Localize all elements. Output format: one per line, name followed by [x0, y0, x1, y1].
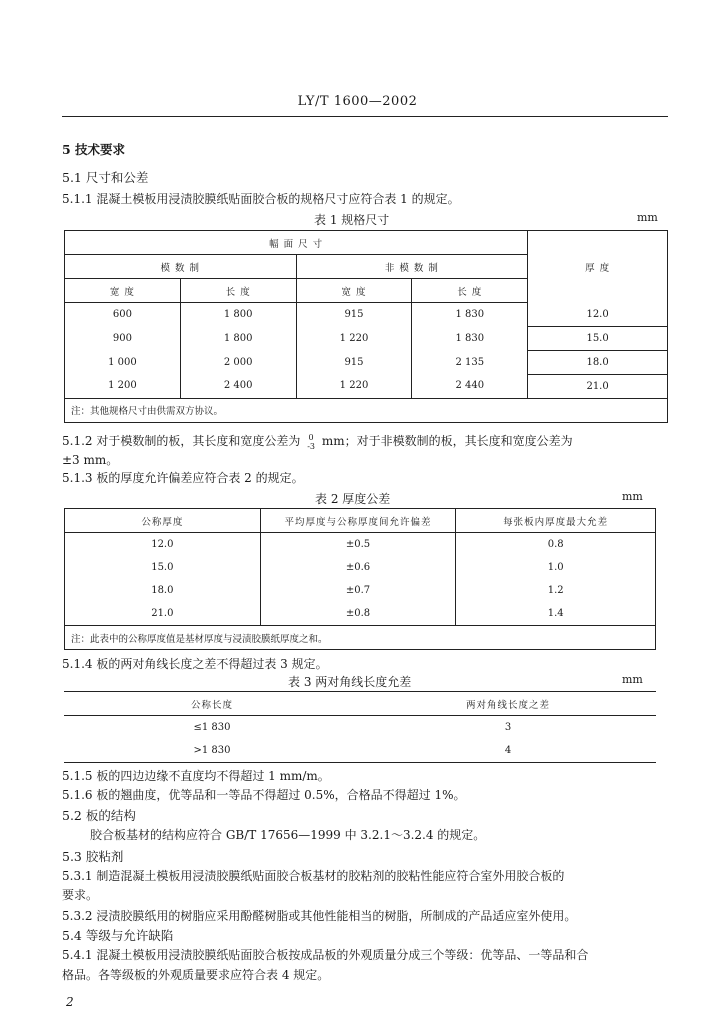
- table1-col-width-1: 宽 度: [65, 279, 181, 303]
- table-cell: 1 000: [65, 350, 181, 374]
- clause-5-1-6: 5.1.6 板的翘曲度，优等品和一等品不得超过 0.5%，合格品不得超过 1%。: [62, 788, 466, 802]
- tolerance-upper: 0: [308, 432, 314, 442]
- clause-5-1-2-line2: ±3 mm。: [62, 453, 119, 467]
- table-cell: ±0.8: [260, 602, 456, 626]
- section-5-heading: 5 技术要求: [62, 142, 126, 157]
- table-row: [65, 556, 656, 579]
- section-5-4-heading: 5.4 等级与允许缺陷: [62, 928, 174, 943]
- table-cell: 1 220: [296, 326, 412, 350]
- table-cell: 4: [360, 739, 656, 763]
- clause-5-4-1-line2: 格品。各等级板的外观质量要求应符合表 4 规定。: [62, 968, 330, 982]
- table-cell: 2 135: [412, 350, 528, 374]
- table2-thickness-tolerance: [64, 508, 656, 650]
- table-cell: 1 800: [180, 326, 296, 350]
- table-cell: 900: [65, 326, 181, 350]
- table-cell: 3: [504, 722, 512, 733]
- table1-unit: mm: [637, 211, 658, 224]
- table1-nonmodular-header: 非 模 数 制: [296, 255, 528, 279]
- table-cell: 18.0: [65, 579, 261, 602]
- table-row: [65, 533, 656, 557]
- table-cell: 12.0: [528, 303, 668, 327]
- clause-5-1-3: 5.1.3 板的厚度允许偏差应符合表 2 的规定。: [62, 471, 304, 485]
- table-row: [65, 350, 668, 374]
- tolerance-lower: -3: [307, 441, 315, 451]
- table-row: [64, 716, 656, 740]
- table3-unit: mm: [622, 673, 643, 686]
- table-cell: 2 400: [180, 374, 296, 398]
- standard-code-header: LY/T 1600—2002: [297, 94, 418, 109]
- table-cell: 2 440: [412, 374, 528, 398]
- table-cell: 21.0: [528, 374, 668, 398]
- table-cell: 915: [296, 303, 412, 327]
- table-row: [65, 374, 668, 398]
- clause-5-2-text: 胶合板基材的结构应符合 GB/T 17656—1999 中 3.2.1～3.2.4 的规定。: [90, 828, 486, 842]
- table3-header-length: 公称长度: [64, 692, 360, 716]
- section-5-1-heading: 5.1 尺寸和公差: [62, 170, 149, 185]
- clause-5-4-1-line1: 5.4.1 混凝土模板用浸渍胶膜纸贴面胶合板按成品板的外观质量分成三个等级：优等品、一等品和合: [62, 948, 589, 962]
- clause-5-1-2-rest: mm；对于非模数制的板，其长度和宽度公差为: [321, 434, 573, 448]
- clause-5-3-1-line2: 要求。: [62, 888, 99, 902]
- table1-caption: 表 1 规格尺寸: [314, 213, 390, 227]
- table-cell: 2 000: [180, 350, 296, 374]
- clause-5-1-5: 5.1.5 板的四边边缘不直度均不得超过 1 mm/m。: [62, 769, 330, 783]
- table-cell: ±0.5: [260, 533, 456, 557]
- table1-group-header: 幅 面 尺 寸: [65, 231, 528, 255]
- header-rule: [62, 116, 668, 117]
- table-cell: 15.0: [528, 326, 668, 350]
- table-row: [65, 303, 668, 327]
- tolerance-fraction: [307, 433, 315, 451]
- section-5-2-heading: 5.2 板的结构: [62, 808, 136, 823]
- table-cell: 600: [65, 303, 181, 327]
- table-row: [65, 602, 656, 626]
- table1-col-length-2: 长 度: [412, 279, 528, 303]
- table1-note: 注：其他规格尺寸由供需双方协议。: [65, 398, 668, 422]
- table1-modular-header: 模 数 制: [65, 255, 297, 279]
- table-cell: 1 830: [412, 326, 528, 350]
- table1-thickness-header: 厚 度: [528, 231, 668, 303]
- table3-header-diff: 两对角线长度之差: [360, 692, 656, 716]
- table-cell: 1 800: [180, 303, 296, 327]
- table2-caption: 表 2 厚度公差: [315, 492, 391, 506]
- table-cell: 12.0: [65, 533, 261, 557]
- page-number: 2: [66, 995, 74, 1009]
- clause-5-3-1-line1: 5.3.1 制造混凝土模板用浸渍胶膜纸贴面胶合板基材的胶粘剂的胶粘性能应符合室外用胶合板的: [62, 869, 565, 883]
- table1-size-spec: [64, 230, 668, 423]
- table-row: [65, 326, 668, 350]
- table2-unit: mm: [622, 490, 643, 503]
- table-cell: 18.0: [528, 350, 668, 374]
- table3-diagonal-tolerance: [64, 691, 656, 763]
- table-cell: 0.8: [456, 533, 656, 557]
- table-cell: 21.0: [65, 602, 261, 626]
- table-cell: ±0.6: [260, 556, 456, 579]
- table2-header-average: 平均厚度与公称厚度间允许偏差: [260, 509, 456, 533]
- section-5-3-heading: 5.3 胶粘剂: [62, 849, 124, 864]
- table2-header-max: 每张板内厚度最大允差: [456, 509, 656, 533]
- clause-5-1-2-line1: [62, 432, 573, 451]
- table1-col-length-1: 长 度: [180, 279, 296, 303]
- table-cell: 1 220: [296, 374, 412, 398]
- table-cell: ≤1 830: [193, 722, 231, 733]
- table-cell: 1.4: [456, 602, 656, 626]
- table-cell: 1.2: [456, 579, 656, 602]
- table1-col-width-2: 宽 度: [296, 279, 412, 303]
- table-row: [65, 579, 656, 602]
- table-cell: ±0.7: [260, 579, 456, 602]
- table2-note: 注：此表中的公称厚度值是基材厚度与浸渍胶膜纸厚度之和。: [65, 626, 656, 650]
- table-cell: >1 830: [64, 739, 360, 763]
- table2-header-nominal: 公称厚度: [65, 509, 261, 533]
- table-row: [64, 739, 656, 763]
- clause-5-1-1: 5.1.1 混凝土模板用浸渍胶膜纸贴面胶合板的规格尺寸应符合表 1 的规定。: [62, 192, 460, 206]
- table-cell: 1 830: [412, 303, 528, 327]
- table3-caption: 表 3 两对角线长度允差: [288, 675, 412, 689]
- clause-5-1-4: 5.1.4 板的两对角线长度之差不得超过表 3 规定。: [62, 657, 328, 671]
- table-cell: 915: [296, 350, 412, 374]
- table-cell: 1.0: [456, 556, 656, 579]
- table-cell: 1 200: [65, 374, 181, 398]
- table-cell: 15.0: [65, 556, 261, 579]
- clause-5-1-2-text: 5.1.2 对于模数制的板，其长度和宽度公差为: [62, 434, 301, 448]
- clause-5-3-2: 5.3.2 浸渍胶膜纸用的树脂应采用酚醛树脂或其他性能相当的树脂，所制成的产品适应室外使用。: [62, 909, 577, 923]
